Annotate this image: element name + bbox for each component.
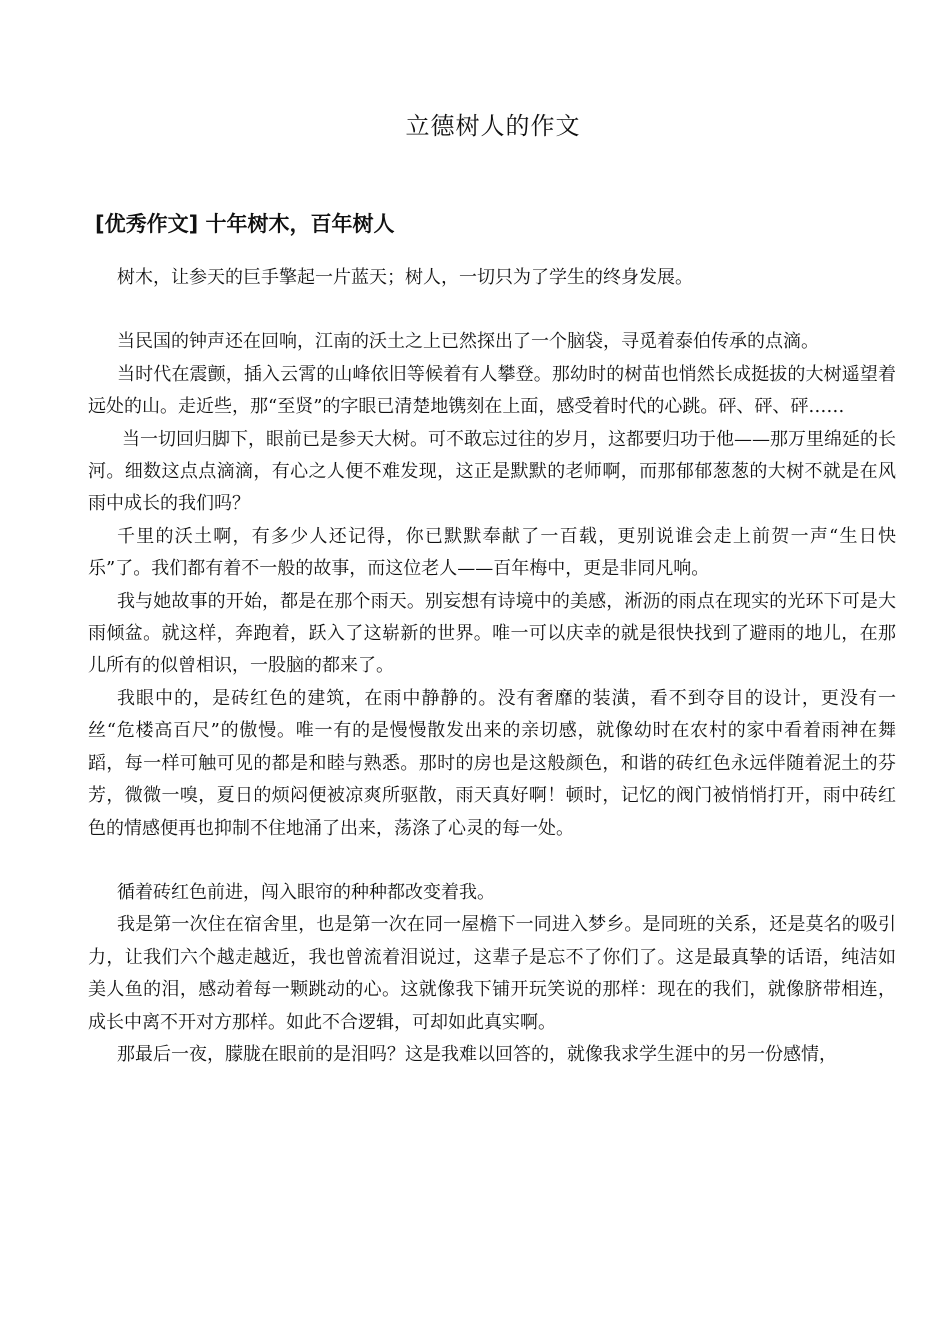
paragraph: 我与她故事的开始，都是在那个雨天。别妄想有诗境中的美感，淅沥的雨点在现实的光环下可是大雨倾盆。就这样，奔跑着，跃入了这崭新的世界。唯一可以庆幸的就是很快找到了避雨的地儿，在那儿所有的似曾相识，一股脑的都来了。 — [88, 590, 896, 677]
paragraph-gap — [88, 845, 896, 877]
document-body — [88, 262, 896, 1071]
paragraph: 当一切回归脚下，眼前已是参天大树。可不敢忘过往的岁月，这都要归功于他——那万里绵延的长河。细数这点点滴滴，有心之人便不难发现，这正是默默的老师啊，而那郁郁葱葱的大树不就是在风雨中成长的我们吗？ — [88, 428, 896, 515]
paragraph-gap — [88, 294, 896, 326]
paragraph: 我是第一次住在宿舍里，也是第一次在同一屋檐下一同进入梦乡。是同班的关系，还是莫名的吸引力，让我们六个越走越近，我也曾流着泪说过，这辈子是忘不了你们了。这是最真挚的话语，纯洁如美人鱼的泪，感动着每一颗跳动的心。这就像我下铺开玩笑说的那样：现在的我们，就像脐带相连，成长中离不开对方那样。如此不合逻辑，可却如此真实啊。 — [88, 914, 896, 1033]
section-heading: [优秀作文] 十年树木，百年树人 — [95, 212, 395, 236]
paragraph: 我眼中的，是砖红色的建筑，在雨中静静的。没有奢靡的装潢，看不到夺目的设计，更没有一丝“危楼高百尺”的傲慢。唯一有的是慢慢散发出来的亲切感，就像幼时在农村的家中看着雨神在舞蹈，每一样可触可见的都是和睦与熟悉。那时的房也是这般颜色，和谐的砖红色永远伴随着泥土的芬芳，微微一嗅，夏日的烦闷便被凉爽所驱散，雨天真好啊！顿时，记忆的阀门被悄悄打开，雨中砖红色的情感便再也抑制不住地涌了出来，荡涤了心灵的每一处。 — [88, 687, 896, 839]
paragraph: 那最后一夜，朦胧在眼前的是泪吗？这是我难以回答的，就像我求学生涯中的另一份感情， — [117, 1043, 837, 1065]
paragraph: 千里的沃土啊，有多少人还记得，你已默默奉献了一百载，更别说谁会走上前贺一声“生日快乐”了。我们都有着不一般的故事，而这位老人——百年梅中，更是非同凡响。 — [88, 525, 896, 580]
paragraph: 循着砖红色前进，闯入眼帘的种种都改变着我。 — [117, 881, 495, 903]
paragraph: 当民国的钟声还在回响，江南的沃土之上已然探出了一个脑袋，寻觅着泰伯传承的点滴。 — [117, 331, 819, 353]
document-title: 立德树人的作文 — [405, 112, 581, 140]
paragraph: 树木，让参天的巨手擎起一片蓝天；树人，一切只为了学生的终身发展。 — [117, 267, 693, 288]
paragraph: 当时代在震颤，插入云霄的山峰依旧等候着有人攀登。那幼时的树苗也悄然长成挺拔的大树遥望着远处的山。走近些，那“至贤”的字眼已清楚地镌刻在上面，感受着时代的心跳。砰、砰、砰…… — [88, 363, 896, 418]
